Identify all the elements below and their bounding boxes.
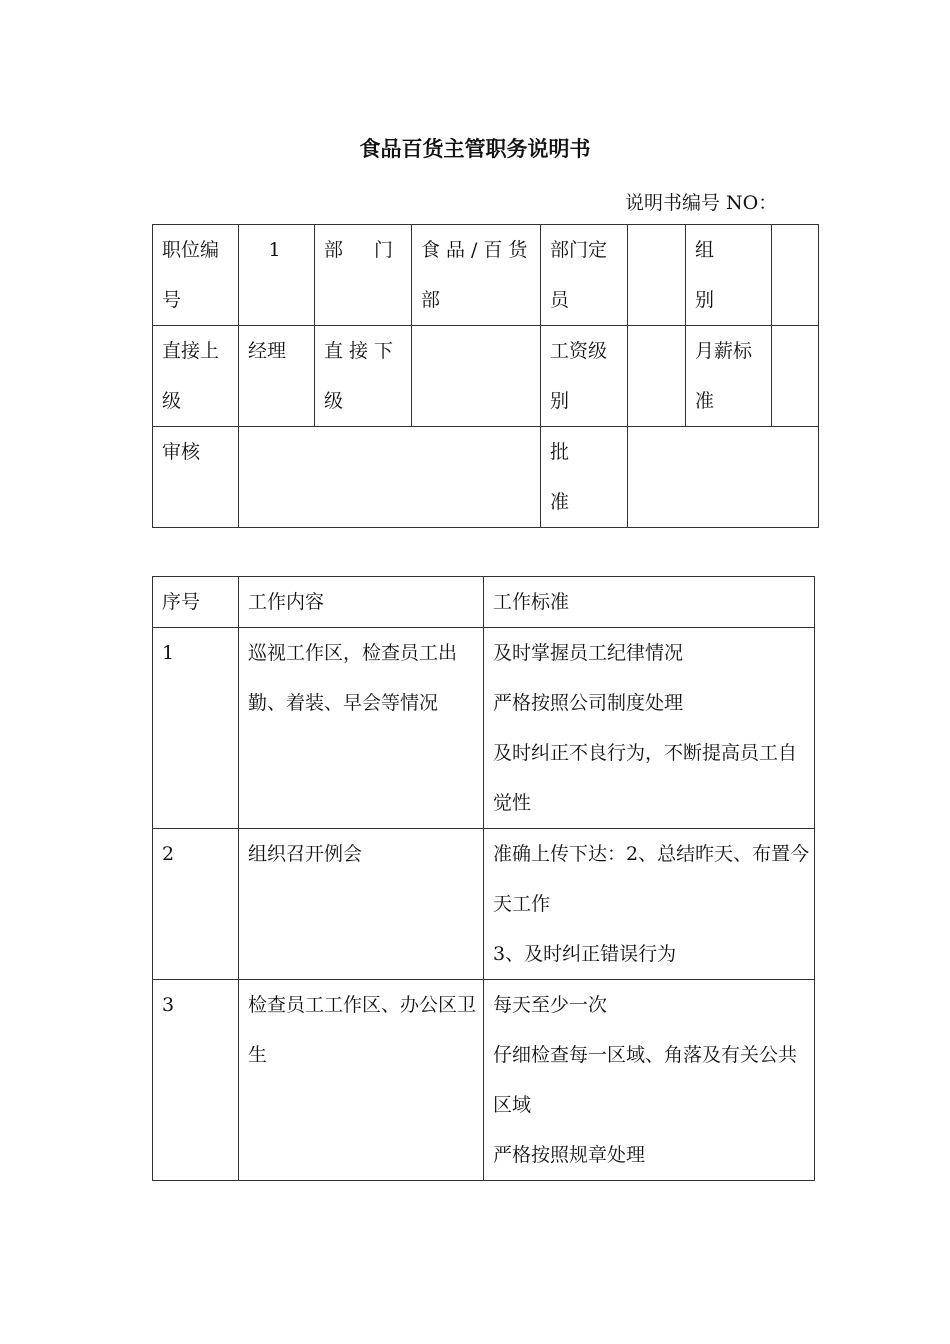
dept-quota-value bbox=[628, 225, 686, 326]
monthly-salary-value bbox=[772, 326, 819, 427]
row-content: 巡视工作区，检查员工出勤、着装、早会等情况 bbox=[239, 628, 484, 829]
superior-label: 直接上级 bbox=[153, 326, 239, 427]
row-standard bbox=[484, 628, 815, 829]
position-info-table bbox=[152, 224, 819, 528]
info-row-2 bbox=[153, 326, 819, 427]
approve-label-text: 批准 bbox=[550, 441, 570, 513]
approve-label bbox=[541, 427, 628, 528]
header-standard: 工作标准 bbox=[484, 577, 815, 628]
standard-line: 严格按照公司制度处理 bbox=[493, 692, 684, 714]
info-row-1 bbox=[153, 225, 819, 326]
monthly-salary-label: 月薪标准 bbox=[686, 326, 772, 427]
table-row bbox=[153, 980, 815, 1181]
standard-line: 3、及时纠正错误行为 bbox=[493, 943, 677, 965]
document-title: 食品百货主管职务说明书 bbox=[359, 137, 591, 161]
review-value bbox=[239, 427, 541, 528]
standard-line: 每天至少一次 bbox=[493, 994, 608, 1016]
position-no-label: 职位编号 bbox=[153, 225, 239, 326]
doc-number-label: 说明书编号 NO： bbox=[625, 192, 778, 214]
position-no-value: 1 bbox=[239, 225, 315, 326]
header-no: 序号 bbox=[153, 577, 239, 628]
standard-line: 仔细检查每一区域、角落及有关公共区域 bbox=[493, 1044, 798, 1116]
row-content: 组织召开例会 bbox=[239, 829, 484, 980]
row-standard bbox=[484, 980, 815, 1181]
table-row bbox=[153, 628, 815, 829]
superior-value: 经理 bbox=[239, 326, 315, 427]
dept-quota-label: 部门定员 bbox=[541, 225, 628, 326]
duties-table bbox=[152, 576, 815, 1181]
review-label: 审核 bbox=[153, 427, 239, 528]
standard-line: 及时纠正不良行为，不断提高员工自觉性 bbox=[493, 742, 798, 814]
salary-grade-label: 工资级别 bbox=[541, 326, 628, 427]
group-label: 组 别 bbox=[686, 225, 772, 326]
row-standard bbox=[484, 829, 815, 980]
subordinate-label: 直接下级 bbox=[315, 326, 412, 427]
info-row-3 bbox=[153, 427, 819, 528]
header-content: 工作内容 bbox=[239, 577, 484, 628]
table-row bbox=[153, 829, 815, 980]
dept-label: 部 门 bbox=[315, 225, 412, 326]
row-no: 1 bbox=[153, 628, 239, 829]
standard-line: 及时掌握员工纪律情况 bbox=[493, 642, 684, 664]
subordinate-value bbox=[412, 326, 541, 427]
standard-line: 严格按照规章处理 bbox=[493, 1144, 646, 1166]
row-content: 检查员工工作区、办公区卫生 bbox=[239, 980, 484, 1181]
group-value bbox=[772, 225, 819, 326]
duties-header-row bbox=[153, 577, 815, 628]
salary-grade-value bbox=[628, 326, 686, 427]
dept-value: 食品/百货部 bbox=[412, 225, 541, 326]
row-no: 2 bbox=[153, 829, 239, 980]
approve-value bbox=[628, 427, 819, 528]
row-no: 3 bbox=[153, 980, 239, 1181]
standard-line: 准确上传下达：2、总结昨天、布置今天工作 bbox=[493, 843, 810, 915]
